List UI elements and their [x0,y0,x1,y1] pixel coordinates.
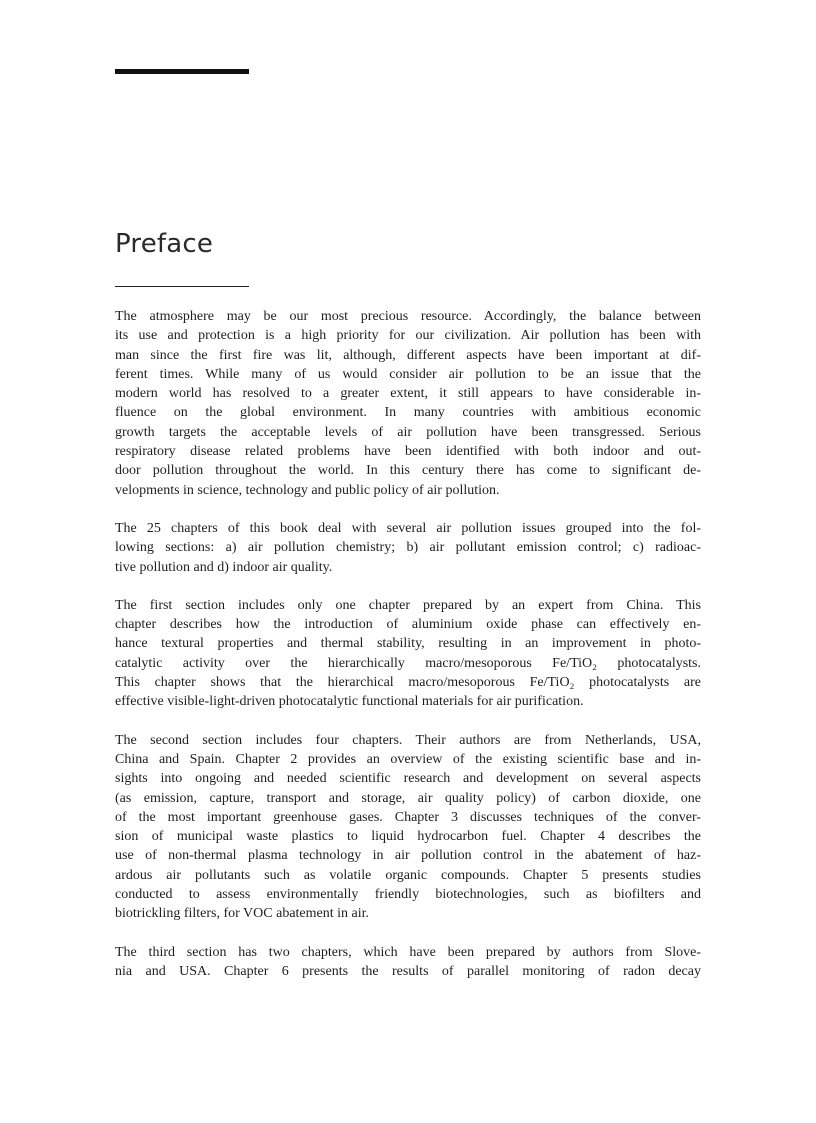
paragraph-line: growth targets the acceptable levels of air pollution have been transgressed. Serious [115,424,701,440]
paragraph-line: China and Spain. Chapter 2 provides an overview of the existing scientific base and in- [115,751,701,767]
paragraph-line: fluence on the global environment. In many countries with ambitious economic [115,405,701,421]
paragraph-4 [115,731,701,924]
paragraph-line: use of non-thermal plasma technology in air pollution control in the abatement of haz- [115,848,701,864]
paragraph-line: sights into ongoing and needed scientific research and development on several aspects [115,771,701,787]
paragraph-line: conducted to assess environmentally friendly biotechnologies, such as biofilters and [115,887,701,903]
paragraph-line: hance textural properties and thermal stability, resulting in an improvement in photo- [115,636,701,652]
paragraph-line: The 25 chapters of this book deal with several air pollution issues grouped into the fol- [115,520,701,536]
paragraph-3 [115,596,701,712]
paragraph-2 [115,519,701,577]
paragraph-line: tive pollution and d) indoor air quality. [115,559,333,575]
paragraph-line: sion of municipal waste plastics to liquid hydrocarbon fuel. Chapter 4 describes the [115,829,701,845]
paragraph-line: its use and protection is a high priority for our civilization. Air pollution has been with [115,328,701,344]
paragraph-line: respiratory disease related problems have been identified with both indoor and out- [115,444,701,460]
page-title: Preface [115,229,214,259]
paragraph-line: (as emission, capture, transport and storage, air quality policy) of carbon dioxide, one [115,790,701,806]
paragraph-line: nia and USA. Chapter 6 presents the results of parallel monitoring of radon decay [115,963,701,979]
title-underline [115,286,249,287]
paragraph-line: velopments in science, technology and public policy of air pollution. [115,482,500,498]
paragraph-line: catalytic activity over the hierarchically macro/mesoporous Fe/TiO₂ photocatalysts. [115,655,701,671]
paragraph-line: lowing sections: a) air pollution chemistry; b) air pollutant emission control; c) radioac- [115,540,701,556]
paragraph-line: door pollution throughout the world. In this century there has come to significant de- [115,463,701,479]
paragraph-line: modern world has resolved to a greater extent, it still appears to have considerable in- [115,386,701,402]
paragraph-line: ferent times. While many of us would consider air pollution to be an issue that the [115,366,701,382]
paragraph-1 [115,307,701,500]
body-text [115,307,701,1000]
paragraph-line: chapter describes how the introduction of aluminium oxide phase can effectively en- [115,617,701,633]
top-rule [115,69,249,74]
paragraph-5 [115,943,701,982]
paragraph-line: ardous air pollutants such as volatile organic compounds. Chapter 5 presents studies [115,867,701,883]
paragraph-line: The third section has two chapters, which have been prepared by authors from Slove- [115,944,701,960]
paragraph-line: man since the first fire was lit, although, different aspects have been important at dif- [115,347,701,363]
paragraph-line: effective visible-light-driven photocatalytic functional materials for air purification. [115,694,584,710]
paragraph-line: This chapter shows that the hierarchical macro/mesoporous Fe/TiO₂ photocatalysts are [115,675,701,691]
paragraph-line: of the most important greenhouse gases. Chapter 3 discusses techniques of the conver- [115,809,701,825]
paragraph-line: The atmosphere may be our most precious resource. Accordingly, the balance between [115,309,701,324]
paragraph-line: The second section includes four chapters. Their authors are from Netherlands, USA, [115,732,701,748]
paragraph-line: biotrickling filters, for VOC abatement in air. [115,906,370,922]
paragraph-line: The first section includes only one chapter prepared by an expert from China. This [115,597,701,613]
